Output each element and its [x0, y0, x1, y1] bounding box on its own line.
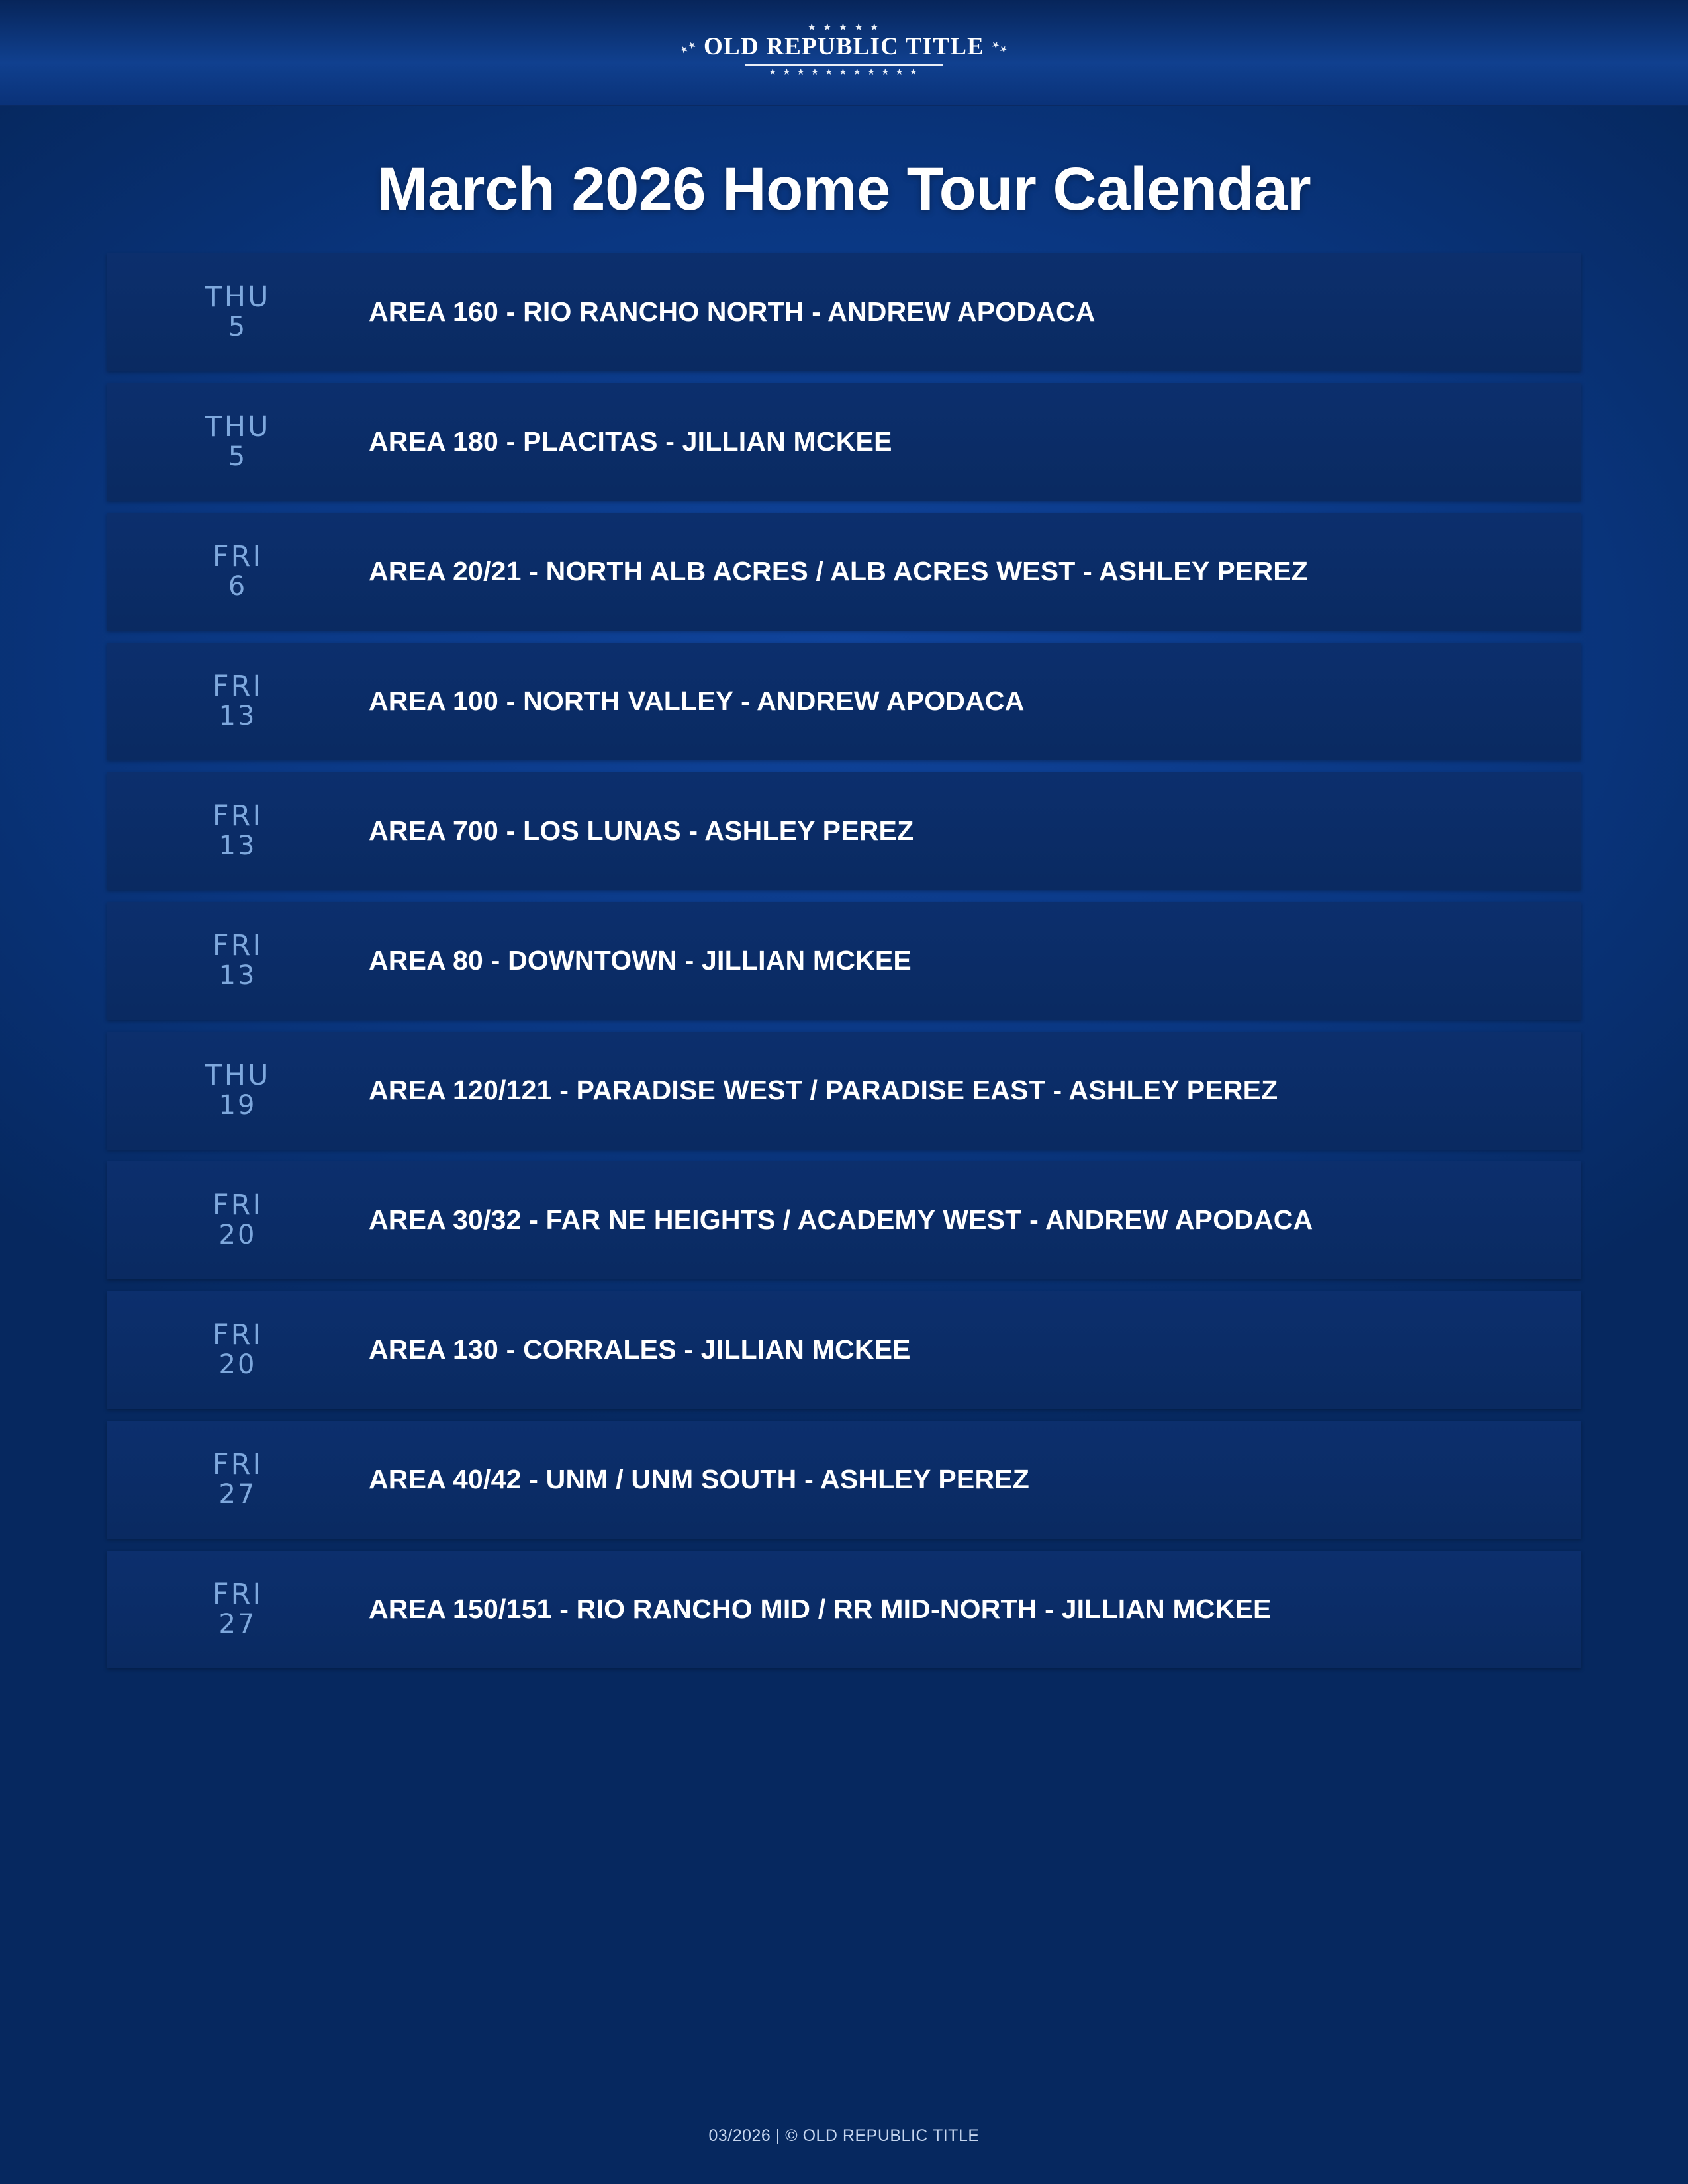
event-date — [107, 1059, 369, 1121]
event-date — [107, 1448, 369, 1510]
event-day-of-week: FRI — [212, 540, 263, 574]
event-description: AREA 180 - PLACITAS - JILLIAN MCKEE — [369, 426, 892, 457]
event-day-of-week: FRI — [212, 799, 263, 833]
event-day-of-week: FRI — [212, 670, 263, 704]
list-item[interactable] — [107, 513, 1581, 631]
event-date — [107, 1191, 369, 1249]
event-description: AREA 160 - RIO RANCHO NORTH - ANDREW APODACA — [369, 296, 1096, 328]
event-day-of-week: FRI — [212, 1448, 263, 1482]
event-date — [107, 410, 369, 473]
list-item[interactable] — [107, 643, 1581, 760]
event-day-of-week: FRI — [212, 1578, 263, 1612]
event-list — [107, 253, 1581, 1668]
event-date — [107, 540, 369, 602]
event-day-number: 27 — [218, 1479, 257, 1510]
event-day-number: 13 — [218, 831, 257, 862]
event-date — [107, 1318, 369, 1381]
event-date — [107, 929, 369, 991]
event-description: AREA 40/42 - UNM / UNM SOUTH - ASHLEY PEREZ — [369, 1464, 1030, 1495]
event-date — [107, 1580, 369, 1638]
event-description: AREA 150/151 - RIO RANCHO MID / RR MID-NORTH - JILLIAN MCKEE — [369, 1594, 1272, 1625]
event-description: AREA 20/21 - NORTH ALB ACRES / ALB ACRES WEST - ASHLEY PEREZ — [369, 556, 1309, 587]
event-date — [107, 799, 369, 862]
list-item[interactable] — [107, 902, 1581, 1020]
event-day-number: 19 — [218, 1090, 257, 1121]
event-description: AREA 80 - DOWNTOWN - JILLIAN MCKEE — [369, 945, 912, 976]
event-day-number: 20 — [218, 1349, 257, 1381]
event-day-of-week: FRI — [212, 1189, 263, 1222]
event-day-number: 5 — [228, 441, 248, 473]
star-arc-right-icon: ★★ — [989, 38, 1011, 56]
list-item[interactable] — [107, 1551, 1581, 1668]
logo-wordmark: OLD REPUBLIC TITLE — [704, 33, 984, 60]
page-title: March 2026 Home Tour Calendar — [377, 156, 1311, 223]
event-day-of-week: THU — [205, 1059, 271, 1093]
list-item[interactable] — [107, 253, 1581, 371]
event-description: AREA 120/121 - PARADISE WEST / PARADISE EAST - ASHLEY PEREZ — [369, 1075, 1278, 1106]
event-day-of-week: FRI — [212, 929, 263, 963]
header-band — [0, 0, 1688, 106]
logo-main — [679, 32, 1009, 61]
event-day-of-week: FRI — [212, 1318, 263, 1352]
list-item[interactable] — [107, 1032, 1581, 1150]
list-item[interactable] — [107, 772, 1581, 890]
event-day-number: 27 — [218, 1609, 257, 1640]
event-description: AREA 700 - LOS LUNAS - ASHLEY PEREZ — [369, 815, 914, 846]
list-item[interactable] — [107, 1421, 1581, 1539]
event-day-number: 20 — [218, 1220, 257, 1251]
list-item[interactable] — [107, 383, 1581, 501]
event-date — [107, 672, 369, 730]
event-description: AREA 30/32 - FAR NE HEIGHTS / ACADEMY WEST - ANDREW APODACA — [369, 1205, 1313, 1236]
event-description: AREA 100 - NORTH VALLEY - ANDREW APODACA — [369, 686, 1025, 717]
stars-bottom-icon: ★ ★ ★ ★ ★ ★ ★ ★ ★ ★ ★ — [769, 67, 919, 77]
event-day-number: 5 — [228, 312, 248, 343]
stars-top-icon: ★ ★ ★ ★ ★ — [807, 22, 881, 33]
event-day-number: 6 — [228, 571, 248, 602]
event-day-of-week: THU — [205, 410, 271, 444]
event-description: AREA 130 - CORRALES - JILLIAN MCKEE — [369, 1334, 911, 1365]
list-item[interactable] — [107, 1161, 1581, 1279]
list-item[interactable] — [107, 1291, 1581, 1409]
event-day-number: 13 — [218, 701, 257, 732]
logo-divider — [745, 64, 943, 66]
event-day-number: 13 — [218, 960, 257, 991]
event-day-of-week: THU — [205, 281, 271, 314]
page-footer: 03/2026 | © OLD REPUBLIC TITLE — [708, 2126, 980, 2145]
brand-logo — [679, 23, 1009, 76]
event-date — [107, 283, 369, 341]
star-arc-left-icon: ★★ — [677, 38, 699, 56]
